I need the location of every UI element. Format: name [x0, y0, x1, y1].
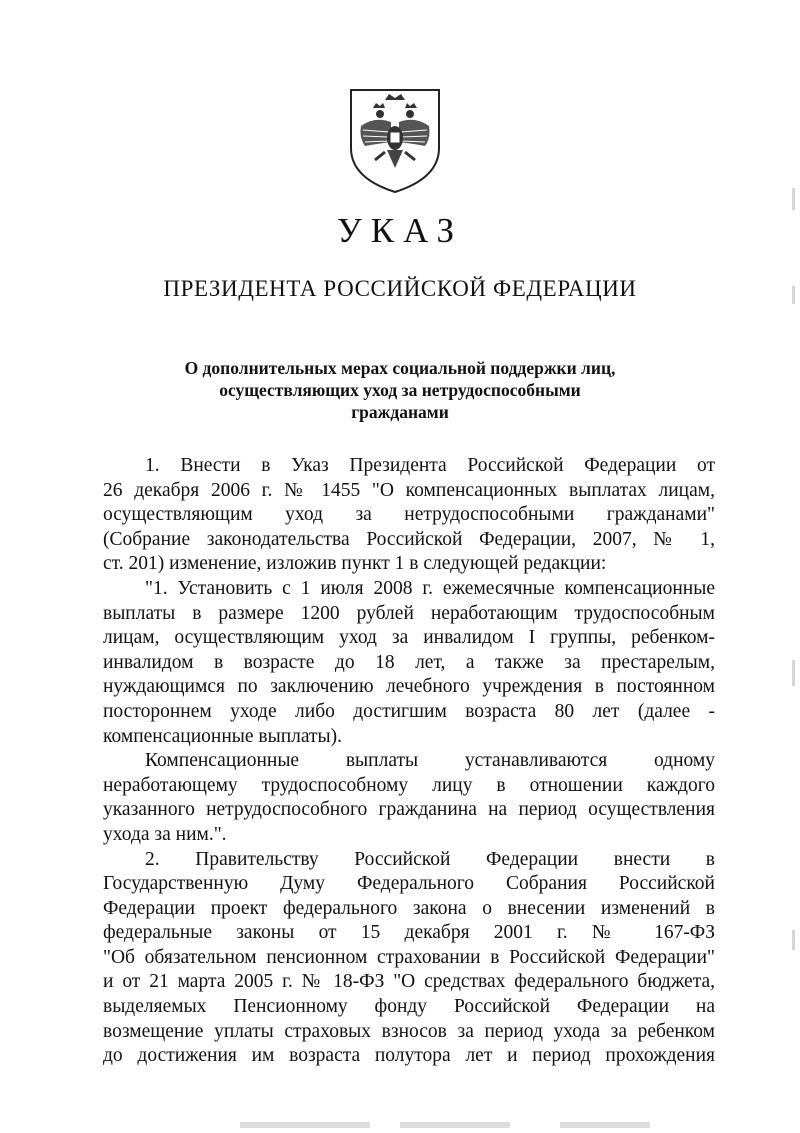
document-body: [103, 454, 715, 1069]
body-line: компенсационные выплаты).: [103, 725, 343, 747]
scan-artifact: [792, 286, 795, 304]
body-line: ухода за ним.".: [103, 823, 227, 845]
scan-artifact: [560, 1122, 650, 1128]
document-issuer: ПРЕЗИДЕНТА РОССИЙСКОЙ ФЕДЕРАЦИИ: [163, 276, 637, 301]
scan-artifact: [792, 188, 795, 210]
body-line: выплаты в размере 1200 рублей неработающим трудоспособным: [103, 602, 715, 624]
document-title: УКАЗ: [336, 211, 464, 250]
body-line: федеральные законы от 15 декабря 2001 г. № 167-ФЗ: [103, 922, 715, 944]
body-line: ст. 201) изменение, изложив пункт 1 в следующей редакции:: [103, 553, 607, 575]
scan-artifact: [240, 1122, 370, 1128]
body-line: 2. Правительству Российской Федерации внести в: [145, 848, 715, 870]
body-line: "1. Установить с 1 июля 2008 г. ежемесячные компенсационные: [145, 577, 715, 599]
body-line: и от 21 марта 2005 г. № 18-ФЗ "О средствах федерального бюджета,: [103, 971, 715, 993]
body-line: Федерации проект федерального закона о внесении изменений в: [103, 897, 715, 919]
body-line: (Собрание законодательства Российской Федерации, 2007, № 1,: [103, 528, 715, 550]
body-line: указанного нетрудоспособного гражданина на период осуществления: [103, 799, 715, 821]
body-line: "Об обязательном пенсионном страховании в Российской Федерации": [103, 946, 715, 968]
scan-artifact: [400, 1122, 510, 1128]
scan-artifact: [792, 930, 795, 950]
subject-line: осуществляющих уход за нетрудоспособными: [219, 380, 581, 400]
body-line: лицам, осуществляющим уход за инвалидом I группы, ребенком-: [103, 627, 715, 649]
body-line: постороннем уходе либо достигшим возраста 80 лет (далее -: [103, 700, 715, 722]
body-line: Компенсационные выплаты устанавливаются одному: [145, 750, 715, 772]
body-line: неработающему трудоспособному лицу в отношении каждого: [103, 774, 715, 796]
body-line: осуществляющим уход за нетрудоспособными гражданами": [103, 504, 715, 526]
subject-line: гражданами: [351, 402, 449, 422]
body-line: возмещение уплаты страховых взносов за период ухода за ребенком: [103, 1020, 715, 1042]
scan-artifact: [792, 660, 795, 686]
body-line: 1. Внести в Указ Президента Российской Федерации от: [145, 455, 715, 476]
subject-line: О дополнительных мерах социальной поддержки лиц,: [184, 358, 616, 378]
body-line: выделяемых Пенсионному фонду Российской Федерации на: [103, 996, 715, 1018]
body-line: инвалидом в возрасте до 18 лет, а также за престарелым,: [103, 651, 715, 673]
coat-of-arms-emblem: [345, 86, 445, 196]
body-line: Государственную Думу Федерального Собрания Российской: [103, 873, 715, 895]
document-subject: [130, 357, 670, 423]
body-line: нуждающимся по заключению лечебного учреждения в постоянном: [103, 676, 715, 698]
body-line: до достижения им возраста полутора лет и период прохождения: [103, 1045, 715, 1067]
body-line: 26 декабря 2006 г. № 1455 "О компенсационных выплатах лицам,: [103, 479, 715, 501]
